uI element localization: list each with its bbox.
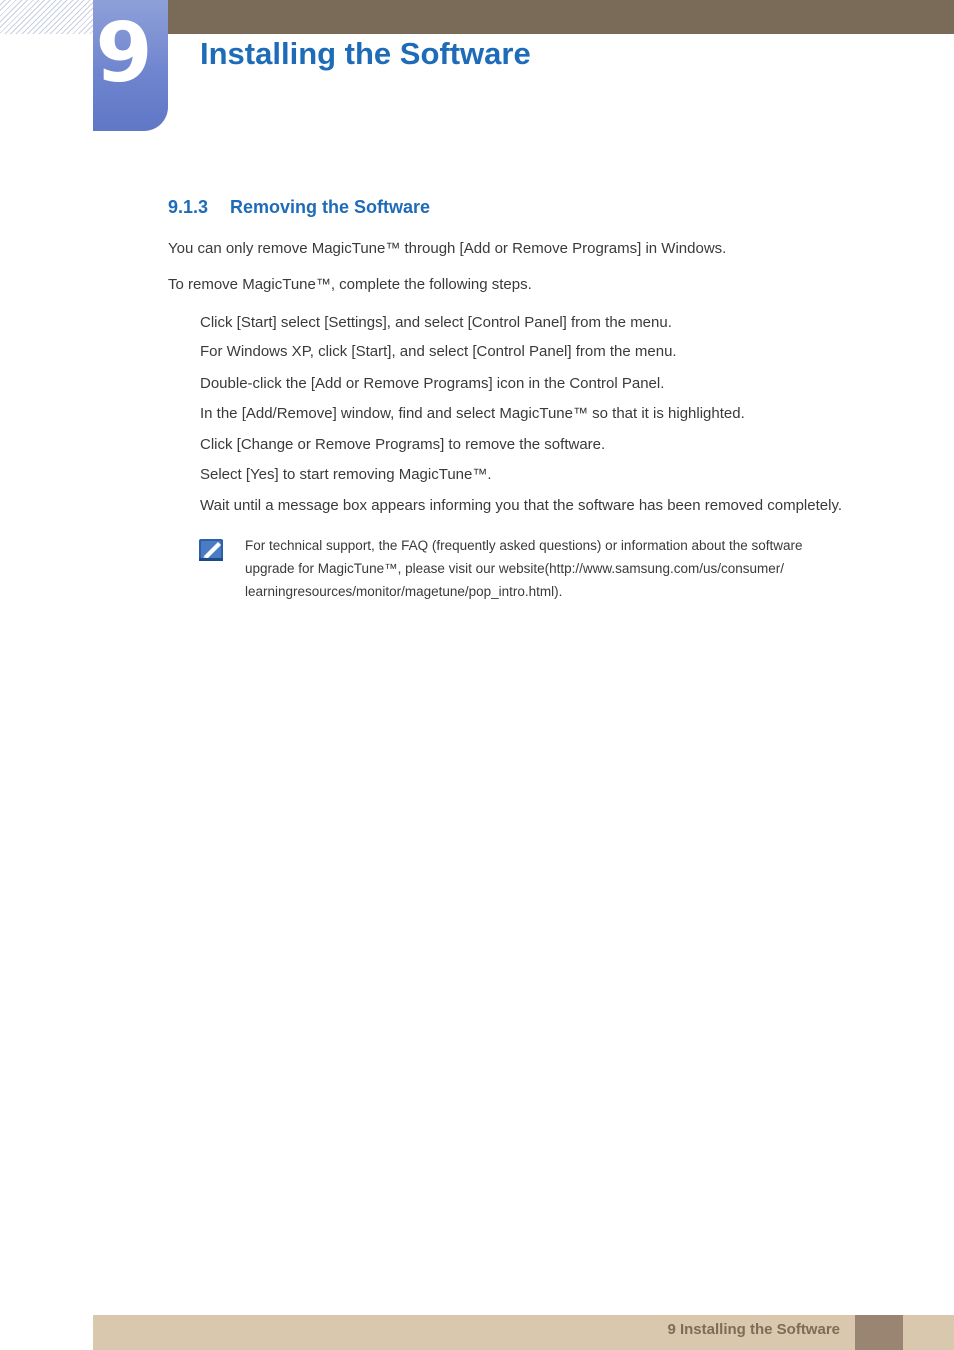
note-pencil-icon <box>198 536 226 564</box>
steps-intro-paragraph: To remove MagicTune™, complete the following steps. <box>168 276 532 293</box>
section-title: Removing the Software <box>230 197 431 217</box>
section-heading <box>168 195 430 219</box>
header-hatch-decoration <box>0 0 93 34</box>
footer-chapter-label: 9 Installing the Software <box>667 1321 840 1338</box>
note-line: upgrade for MagicTune™, please visit our website(http://www.samsung.com/us/consumer/ <box>245 561 784 576</box>
chapter-tab <box>93 0 168 131</box>
chapter-title: Installing the Software <box>200 36 531 71</box>
note-line: For technical support, the FAQ (frequently asked questions) or information about the software <box>245 538 803 553</box>
section-number: 9.1.3 <box>168 197 209 217</box>
step-item: Click [Change or Remove Programs] to remove the software. <box>200 436 606 453</box>
chapter-number: 9 <box>95 6 153 101</box>
step-item: Wait until a message box appears informing you that the software has been removed completely. <box>200 497 843 514</box>
note-line: learningresources/monitor/magetune/pop_intro.html). <box>245 584 563 599</box>
note-text <box>245 534 875 603</box>
step-item: Click [Start] select [Settings], and select [Control Panel] from the menu. <box>200 314 672 331</box>
intro-paragraph: You can only remove MagicTune™ through [Add or Remove Programs] in Windows. <box>168 240 727 257</box>
footer-page-box <box>855 1315 903 1350</box>
step-item: Double-click the [Add or Remove Programs] icon in the Control Panel. <box>200 375 665 392</box>
step-item: In the [Add/Remove] window, find and select MagicTune™ so that it is highlighted. <box>200 405 745 422</box>
step-item: For Windows XP, click [Start], and select [Control Panel] from the menu. <box>200 343 677 360</box>
step-item: Select [Yes] to start removing MagicTune™. <box>200 466 492 483</box>
header-bar <box>168 0 954 34</box>
